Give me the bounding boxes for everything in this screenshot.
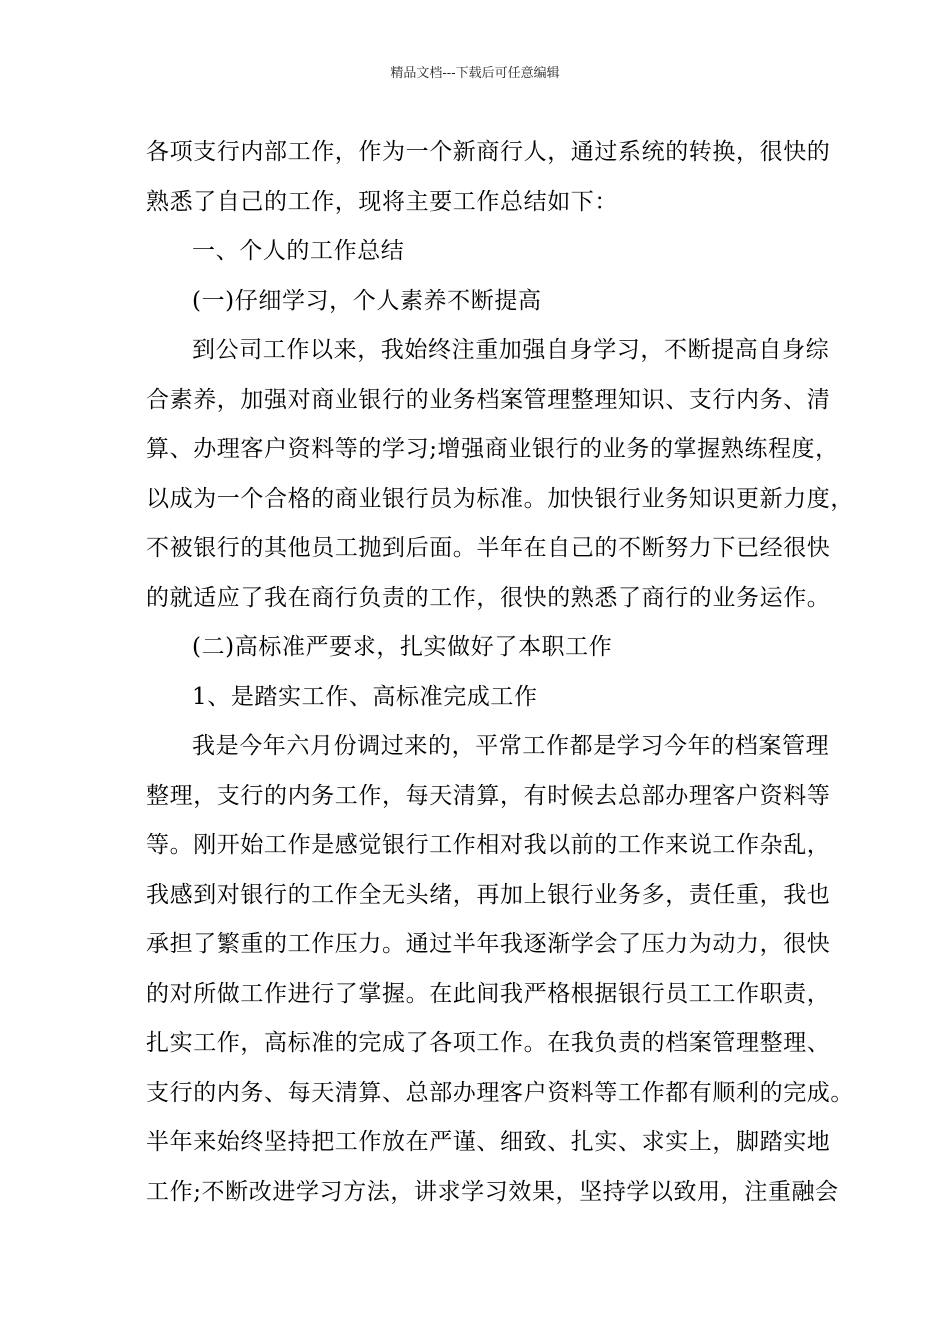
subsection-heading: (二)高标准严要求，扎实做好了本职工作 xyxy=(192,634,613,660)
text-line: 以成为一个合格的商业银行员为标准。加快银行业务知识更新力度， xyxy=(146,485,854,512)
text-line: 算、办理客户资料等的学习;增强商业银行的业务的掌握熟练程度， xyxy=(146,436,839,462)
text-line: 等。刚开始工作是感觉银行工作相对我以前的工作来说工作杂乱， xyxy=(146,832,831,858)
section-heading: 一、个人的工作总结 xyxy=(192,238,405,264)
text-line: 熟悉了自己的工作，现将主要工作总结如下： xyxy=(146,188,618,215)
text-line: 承担了繁重的工作压力。通过半年我逐渐学会了压力为动力，很快 xyxy=(146,931,831,957)
text-line: 的就适应了我在商行负责的工作，很快的熟悉了商行的业务运作。 xyxy=(146,584,831,611)
item-heading: 1、是踏实工作、高标准完成工作 xyxy=(192,683,538,710)
text-line: 扎实工作，高标准的完成了各项工作。在我负责的档案管理整理、 xyxy=(146,1030,831,1056)
paragraph-start: 我是今年六月份调过来的，平常工作都是学习今年的档案管理 xyxy=(192,733,830,759)
paragraph-start: 到公司工作以来，我始终注重加强自身学习，不断提高自身综 xyxy=(192,337,830,363)
text-line: 各项支行内部工作，作为一个新商行人，通过系统的转换，很快的 xyxy=(146,139,831,165)
document-body xyxy=(146,131,854,1220)
text-line: 工作;不断改进学习方法，讲求学习效果，坚持学以致用，注重融会 xyxy=(146,1178,839,1205)
page-header: 精品文档---下载后可任意编辑 xyxy=(390,66,560,81)
text-line: 不被银行的其他员工抛到后面。半年在自己的不断努力下已经很快 xyxy=(146,535,831,561)
text-line: 的对所做工作进行了掌握。在此间我严格根据银行员工工作职责， xyxy=(146,980,831,1007)
text-line: 支行的内务、每天清算、总部办理客户资料等工作都有顺利的完成。 xyxy=(146,1079,854,1106)
text-line: 半年来始终坚持把工作放在严谨、细致、扎实、求实上，脚踏实地 xyxy=(146,1129,831,1155)
subsection-heading: (一)仔细学习，个人素养不断提高 xyxy=(192,287,542,314)
text-line: 合素养，加强对商业银行的业务档案管理整理知识、支行内务、清 xyxy=(146,386,831,413)
text-line: 我感到对银行的工作全无头绪，再加上银行业务多，责任重，我也 xyxy=(146,881,831,908)
text-line: 整理，支行的内务工作，每天清算，有时候去总部办理客户资料等 xyxy=(146,782,831,809)
